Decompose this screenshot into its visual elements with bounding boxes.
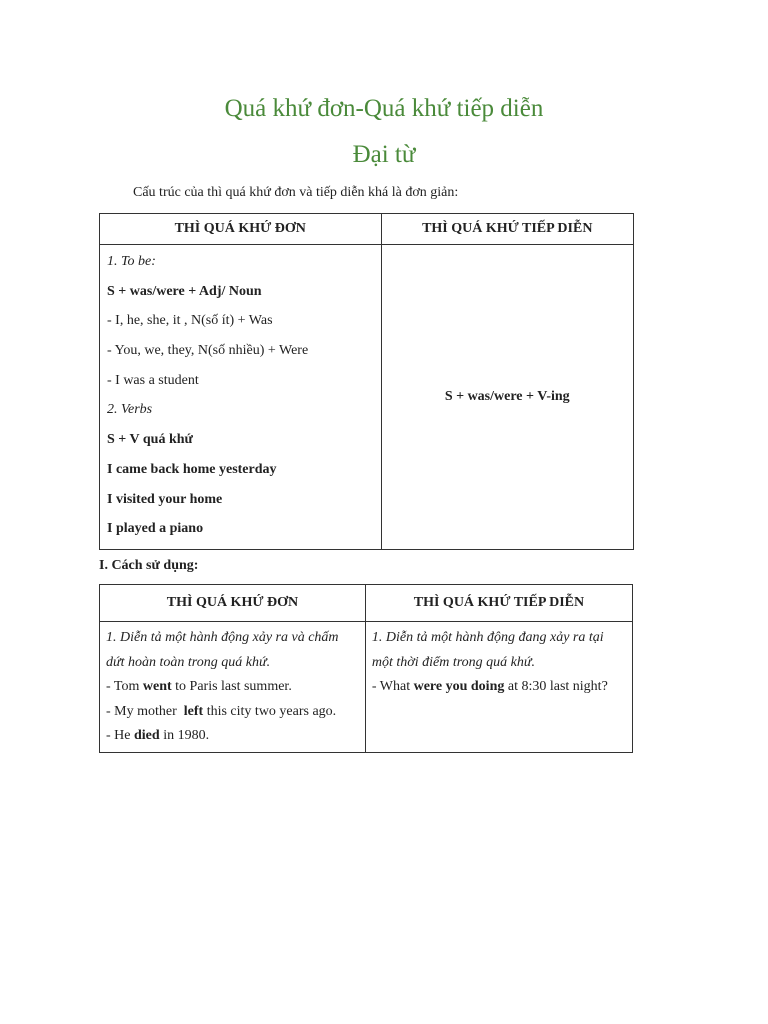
example-text: - He (106, 728, 134, 743)
structure-line: - I was a student (107, 372, 199, 388)
structure-line: 1. To be: (107, 254, 156, 269)
structure-line: I visited your home (107, 491, 223, 507)
structure-line: - You, we, they, N(số nhiều) + Were (107, 343, 309, 359)
usage-table (99, 584, 633, 753)
structure-table (99, 213, 634, 550)
example-line (106, 724, 359, 749)
intro-text: Cấu trúc của thì quá khứ đơn và tiếp diễn khá là đơn giản: (133, 185, 459, 200)
past-continuous-structure-cell: S + was/were + V-ing (381, 245, 634, 550)
structure-line: S + V quá khứ (107, 432, 193, 448)
structure-line: I came back home yesterday (107, 461, 277, 477)
structure-line: - I, he, she, it , N(số ít) + Was (107, 313, 273, 329)
example-text: - My mother (106, 703, 184, 719)
structure-line: 2. Verbs (107, 402, 153, 418)
table2-header-simple: THÌ QUÁ KHỨ ĐƠN (100, 585, 366, 622)
example-verb: left (183, 703, 204, 719)
usage-heading: I. Cách sử dụng: (99, 558, 199, 573)
page-subtitle: Đại từ (352, 141, 416, 168)
example-verb: were you doing (413, 679, 505, 694)
example-text: to Paris last summer. (171, 679, 292, 694)
example-text: at 8:30 last night? (504, 679, 608, 694)
example-verb: died (134, 728, 160, 743)
example-line (106, 700, 359, 725)
table1-header-simple: THÌ QUÁ KHỨ ĐƠN (100, 214, 382, 245)
structure-line: I played a piano (107, 521, 204, 537)
example-line (372, 675, 626, 700)
usage-description: 1. Diễn tả một hành động đang xảy ra tại một thời điểm trong quá khứ. (371, 630, 604, 670)
example-line (106, 675, 359, 700)
past-continuous-usage-cell (365, 622, 632, 753)
usage-description: 1. Diễn tả một hành động xảy ra và chấm dứt hoàn toàn trong quá khứ. (106, 630, 339, 670)
structure-line: S + was/were + Adj/ Noun (107, 283, 262, 299)
example-text: this city two years ago. (203, 703, 337, 719)
simple-past-usage-cell (100, 622, 366, 753)
table1-header-continuous: THÌ QUÁ KHỨ TIẾP DIỄN (381, 214, 634, 245)
example-verb: went (142, 679, 172, 694)
example-text: - What (371, 679, 414, 694)
table2-header-continuous: THÌ QUÁ KHỨ TIẾP DIỄN (365, 585, 632, 622)
page-title: Quá khứ đơn-Quá khứ tiếp diễn (224, 95, 544, 122)
simple-past-structure-cell (100, 245, 382, 550)
example-text: in 1980. (159, 728, 210, 743)
example-text: - Tom (106, 679, 143, 694)
